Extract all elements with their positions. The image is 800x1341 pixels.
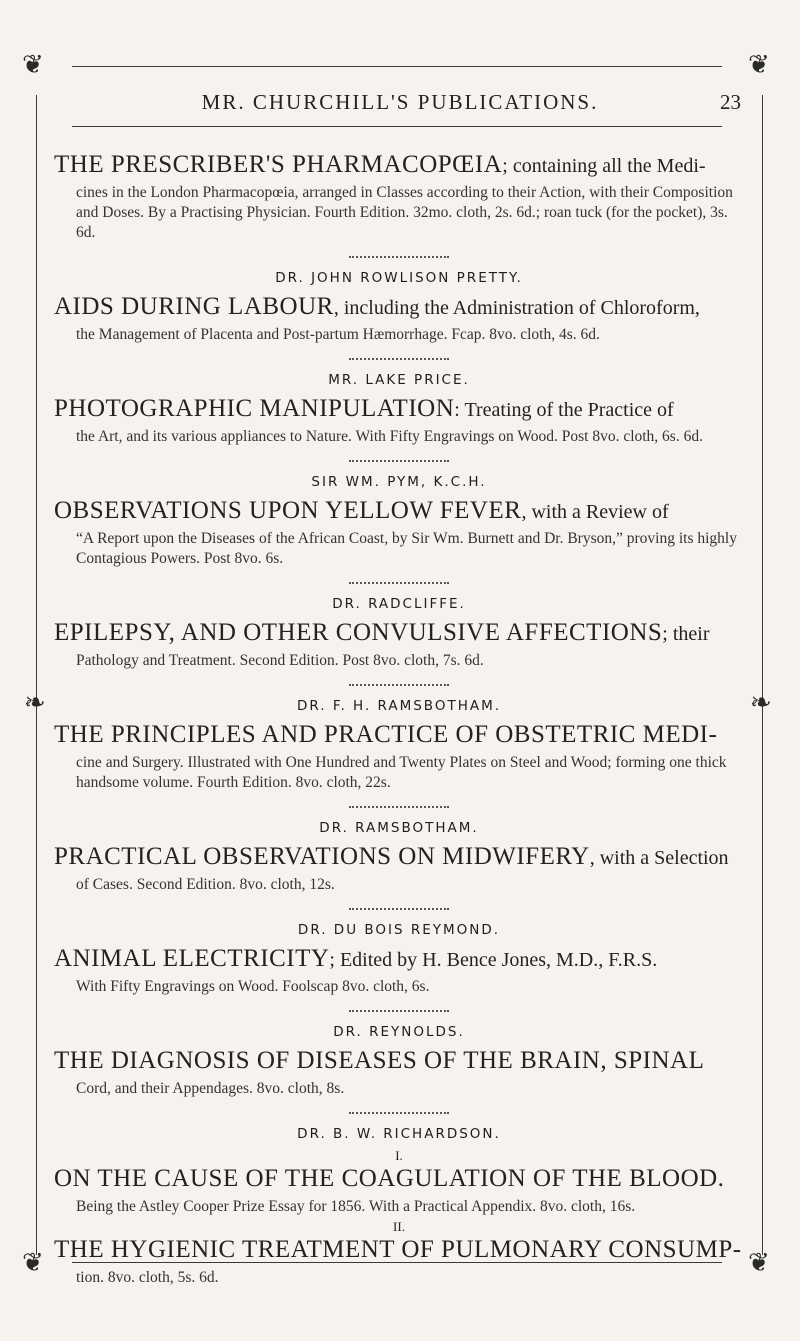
- divider: [349, 680, 449, 686]
- running-title: MR. CHURCHILL'S PUBLICATIONS.: [201, 90, 599, 114]
- book-description: cines in the London Pharmacopœia, arranged in Classes according to their Action, with their Composition and Doses. By a Practising Physician. Fourth Edition. 32mo. cloth, 2s. 6d.; roan tuck (for the pocket), 3s. 6d.: [76, 184, 733, 241]
- publication-list: [54, 150, 744, 1297]
- book-title: PHOTOGRAPHIC MANIPULATION: [54, 395, 455, 422]
- list-item: [54, 474, 744, 569]
- book-title: OBSERVATIONS UPON YELLOW FEVER: [54, 497, 522, 524]
- list-item: [54, 1024, 744, 1099]
- item-numeral: II.: [393, 1219, 405, 1234]
- author-name: DR. JOHN ROWLISON PRETTY.: [275, 270, 523, 286]
- author-name: DR. REYNOLDS.: [333, 1024, 465, 1040]
- list-item: [54, 596, 744, 671]
- item-numeral: I.: [395, 1148, 403, 1163]
- right-frame-line: [762, 95, 763, 1255]
- book-description: of Cases. Second Edition. 8vo. cloth, 12s.: [76, 876, 335, 893]
- book-description: cine and Surgery. Illustrated with One Hundred and Twenty Plates on Steel and Wood; forming one thick handsome volume. Fourth Edition. 8vo. cloth, 22s.: [76, 754, 727, 791]
- title-continuation: , including the Administration of Chloroform,: [333, 297, 700, 319]
- book-title: ANIMAL ELECTRICITY: [54, 945, 330, 972]
- list-item: [54, 150, 744, 243]
- divider: [349, 578, 449, 584]
- book-title: THE DIAGNOSIS OF DISEASES OF THE BRAIN, SPINAL: [54, 1047, 705, 1074]
- side-ornament-icon: ❧: [750, 688, 772, 718]
- title-continuation: , with a Selection: [589, 847, 729, 869]
- book-description: “A Report upon the Diseases of the African Coast, by Sir Wm. Burnett and Dr. Bryson,” proving its highly Contagious Powers. Post 8vo. 6s.: [76, 530, 737, 567]
- book-title: THE PRINCIPLES AND PRACTICE OF OBSTETRIC MEDI-: [54, 721, 718, 748]
- corner-ornament-icon: ❦: [748, 50, 770, 80]
- list-item: [54, 698, 744, 793]
- author-name: MR. LAKE PRICE.: [328, 372, 470, 388]
- corner-ornament-icon: ❦: [22, 1248, 44, 1278]
- book-description: tion. 8vo. cloth, 5s. 6d.: [76, 1269, 219, 1286]
- book-title: PRACTICAL OBSERVATIONS ON MIDWIFERY: [54, 843, 590, 870]
- list-item: [54, 372, 744, 447]
- title-continuation: ; containing all the Medi-: [502, 155, 706, 177]
- author-name: DR. B. W. RICHARDSON.: [297, 1126, 501, 1142]
- author-name: SIR WM. PYM, K.C.H.: [311, 474, 487, 490]
- header-rule: [72, 126, 722, 127]
- list-item: [54, 922, 744, 997]
- top-rule: [72, 66, 722, 67]
- author-name: DR. RADCLIFFE.: [332, 596, 466, 612]
- author-name: DR. RAMSBOTHAM.: [319, 820, 479, 836]
- title-continuation: , with a Review of: [521, 501, 669, 523]
- divider: [349, 1006, 449, 1012]
- title-continuation: ; their: [662, 623, 710, 645]
- divider: [349, 456, 449, 462]
- author-name: DR. DU BOIS REYMOND.: [297, 922, 501, 938]
- book-description: the Art, and its various appliances to Nature. With Fifty Engravings on Wood. Post 8vo. cloth, 6s. 6d.: [76, 428, 703, 445]
- list-item: [54, 820, 744, 895]
- book-title: THE HYGIENIC TREATMENT OF PULMONARY CONSUMP-: [54, 1236, 742, 1263]
- book-description: Cord, and their Appendages. 8vo. cloth, 8s.: [76, 1080, 345, 1097]
- book-description: Pathology and Treatment. Second Edition. Post 8vo. cloth, 7s. 6d.: [76, 652, 484, 669]
- list-item: [54, 1126, 744, 1288]
- divider: [349, 802, 449, 808]
- corner-ornament-icon: ❦: [22, 50, 44, 80]
- divider: [349, 904, 449, 910]
- book-description: With Fifty Engravings on Wood. Foolscap 8vo. cloth, 6s.: [76, 978, 430, 995]
- book-title: THE PRESCRIBER'S PHARMACOPŒIA: [54, 151, 503, 178]
- book-title: EPILEPSY, AND OTHER CONVULSIVE AFFECTIONS: [54, 619, 663, 646]
- book-description: the Management of Placenta and Post-partum Hæmorrhage. Fcap. 8vo. cloth, 4s. 6d.: [76, 326, 600, 343]
- left-frame-line: [36, 95, 37, 1255]
- divider: [349, 252, 449, 258]
- title-continuation: : Treating of the Practice of: [454, 399, 674, 421]
- book-title: AIDS DURING LABOUR: [54, 293, 334, 320]
- author-name: DR. F. H. RAMSBOTHAM.: [296, 698, 502, 714]
- side-ornament-icon: ❧: [24, 688, 46, 718]
- divider: [349, 1108, 449, 1114]
- book-description: Being the Astley Cooper Prize Essay for 1856. With a Practical Appendix. 8vo. cloth, 16s.: [76, 1198, 636, 1215]
- title-continuation: ; Edited by H. Bence Jones, M.D., F.R.S.: [329, 949, 658, 971]
- book-title: ON THE CAUSE OF THE COAGULATION OF THE BLOOD.: [54, 1165, 725, 1192]
- page-number: 23: [720, 90, 741, 114]
- divider: [349, 354, 449, 360]
- corner-ornament-icon: ❦: [748, 1248, 770, 1278]
- list-item: [54, 270, 744, 345]
